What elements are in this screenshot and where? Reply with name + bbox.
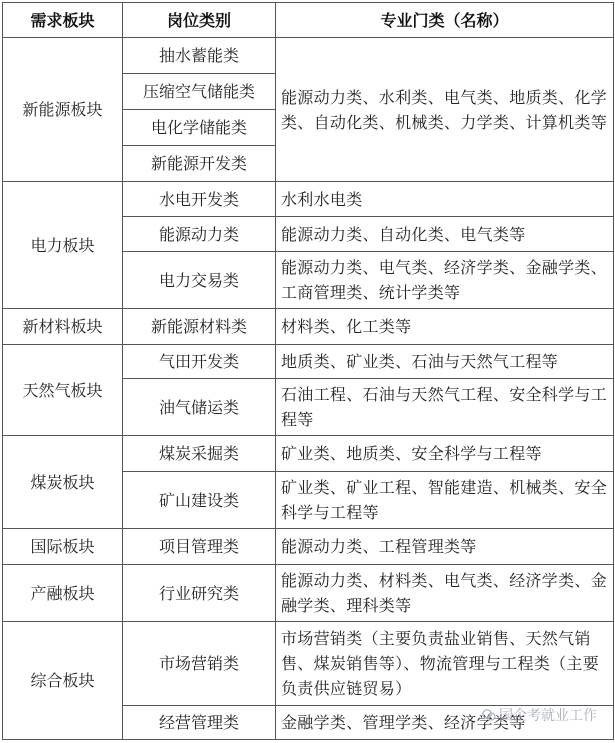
header-position-category: 岗位类别 xyxy=(123,3,276,38)
sector-cell: 综合板块 xyxy=(3,622,123,740)
table-row xyxy=(3,436,614,472)
sector-cell: 新材料板块 xyxy=(3,309,123,345)
sector-cell: 电力板块 xyxy=(3,182,123,309)
majors-cell: 能源动力类、工程管理类等 xyxy=(276,529,614,565)
header-demand-sector: 需求板块 xyxy=(3,3,123,38)
table-row xyxy=(3,622,614,706)
majors-cell: 金融学类、管理学类、经济学类等 xyxy=(276,706,614,740)
watermark xyxy=(482,705,597,725)
position-cell: 压缩空气储能类 xyxy=(123,74,276,110)
majors-cell: 市场营销类（主要负责盐业销售、天然气销售、煤炭销售等）、物流管理与工程类（主要负责供应链贸易） xyxy=(276,622,614,706)
majors-cell: 水利水电类 xyxy=(276,182,614,217)
sector-cell: 国际板块 xyxy=(3,529,123,565)
position-cell: 气田开发类 xyxy=(123,345,276,379)
table-row xyxy=(3,345,614,379)
position-cell: 新能源材料类 xyxy=(123,309,276,345)
table-row xyxy=(3,529,614,565)
position-cell: 经营管理类 xyxy=(123,706,276,740)
position-cell: 水电开发类 xyxy=(123,182,276,217)
position-cell: 油气储运类 xyxy=(123,379,276,436)
majors-cell: 能源动力类、水利类、电气类、地质类、化学类、自动化类、机械类、力学类、计算机类等 xyxy=(276,38,614,182)
majors-cell: 石油工程、石油与天然气工程、安全科学与工程等 xyxy=(276,379,614,436)
sector-cell: 产融板块 xyxy=(3,565,123,622)
position-cell: 项目管理类 xyxy=(123,529,276,565)
header-row xyxy=(3,3,614,38)
position-cell: 煤炭采掘类 xyxy=(123,436,276,472)
sector-cell: 天然气板块 xyxy=(3,345,123,436)
table-row xyxy=(3,309,614,345)
position-cell: 抽水蓄能类 xyxy=(123,38,276,74)
watermark-text: 国企考就业工作 xyxy=(499,708,597,724)
table-row xyxy=(3,38,614,74)
sector-cell: 新能源板块 xyxy=(3,38,123,182)
majors-cell: 地质类、矿业类、石油与天然气工程等 xyxy=(276,345,614,379)
majors-cell: 矿业类、矿业工程、智能建造、机械类、安全科学与工程等 xyxy=(276,472,614,529)
position-cell: 矿山建设类 xyxy=(123,472,276,529)
recruitment-table xyxy=(2,2,614,740)
majors-cell: 能源动力类、自动化类、电气类等 xyxy=(276,217,614,252)
majors-cell: 能源动力类、材料类、电气类、经济学类、金融学类、理科类等 xyxy=(276,565,614,622)
majors-cell: 矿业类、地质类、安全科学与工程等 xyxy=(276,436,614,472)
majors-cell: 能源动力类、电气类、经济学类、金融学类、工商管理类、统计学类等 xyxy=(276,252,614,309)
position-cell: 电力交易类 xyxy=(123,252,276,309)
position-cell: 电化学储能类 xyxy=(123,110,276,146)
position-cell: 行业研究类 xyxy=(123,565,276,622)
table-row xyxy=(3,565,614,622)
position-cell: 能源动力类 xyxy=(123,217,276,252)
position-cell: 市场营销类 xyxy=(123,622,276,706)
header-major-category: 专业门类（名称） xyxy=(276,3,614,38)
position-cell: 新能源开发类 xyxy=(123,146,276,182)
sector-cell: 煤炭板块 xyxy=(3,436,123,529)
majors-cell: 材料类、化工类等 xyxy=(276,309,614,345)
table-row xyxy=(3,182,614,217)
wechat-icon xyxy=(482,708,496,722)
